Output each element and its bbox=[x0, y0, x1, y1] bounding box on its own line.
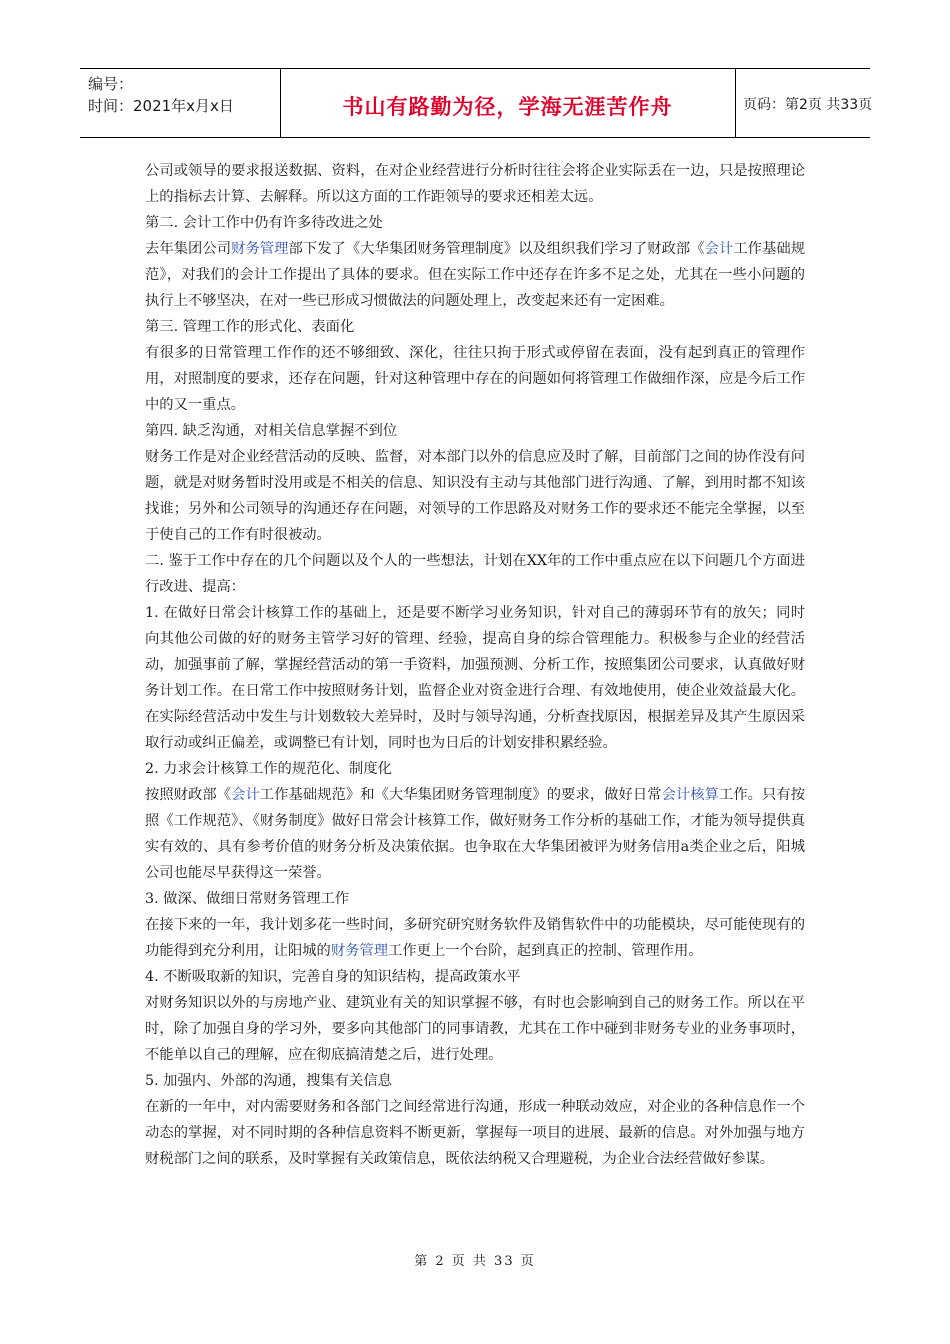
body-paragraph bbox=[145, 236, 805, 314]
header-page-cell bbox=[735, 69, 873, 137]
body-paragraph bbox=[145, 912, 805, 964]
inline-link[interactable]: 财务管理 bbox=[330, 943, 389, 959]
section-heading: 第二. 会计工作中仍有许多待改进之处 bbox=[145, 215, 383, 231]
header-motto: 书山有路勤为径，学海无涯苦作舟 bbox=[342, 95, 673, 119]
body-paragraph: 财务工作是对企业经营活动的反映、监督，对本部门以外的信息应及时了解，目前部门之间的协作没有问题，就是对财务暂时没用或是不相关的信息、知识没有主动与其他部门进行沟通、了解，到用时都不知该找谁；另外和公司领导的沟通还存在问题，对领导的工作思路及对财务工作的要求还不能完全掌握，以至于使自己的工作有时很被动。 bbox=[145, 449, 805, 543]
body-paragraph bbox=[145, 782, 805, 886]
inline-link[interactable]: 会计核算 bbox=[661, 787, 719, 803]
body-paragraph: 1. 在做好日常会计核算工作的基础上，还是要不断学习业务知识，针对自己的薄弱环节有的放矢；同时向其他公司做的好的财务主管学习好的管理、经验，提高自身的综合管理能力。积极参与企业的经营活动，加强事前了解，掌握经营活动的第一手资料，加强预测、分析工作，按照集团公司要求，认真做好财务计划工作。在日常工作中按照财务计划，监督企业对资金进行合理、有效地使用，使企业效益最大化。在实际经营活动中发生与计划数较大差异时，及时与领导沟通，分析查找原因，根据差异及其产生原因采取行动或纠正偏差，或调整已有计划，同时也为日后的计划安排积累经验。 bbox=[145, 605, 805, 751]
paragraph-text: 工作更上一个台阶，起到真正的控制、管理作用。 bbox=[388, 943, 703, 959]
section-heading: 5. 加强内、外部的沟通，搜集有关信息 bbox=[145, 1073, 392, 1089]
inline-link[interactable]: 财务管理 bbox=[231, 241, 289, 257]
page-header bbox=[80, 68, 873, 138]
section-heading: 4. 不断吸取新的知识，完善自身的知识结构，提高政策水平 bbox=[145, 969, 521, 985]
section-heading: 2. 力求会计核算工作的规范化、制度化 bbox=[145, 761, 392, 777]
body-paragraph: 在新的一年中，对内需要财务和各部门之间经常进行沟通，形成一种联动效应，对企业的各种信息作一个动态的掌握，对不同时期的各种信息资料不断更新，掌握每一项目的进展、最新的信息。对外加强与地方财税部门之间的联系，及时掌握有关政策信息，既依法纳税又合理避税，为企业合法经营做好参谋。 bbox=[145, 1099, 805, 1167]
body-paragraph: 对财务知识以外的与房地产业、建筑业有关的知识掌握不够，有时也会影响到自己的财务工作。所以在平时，除了加强自身的学习外，要多向其他部门的同事请教，尤其在工作中碰到非财务专业的业务事项时，不能单以自己的理解，应在彻底搞清楚之后，进行处理。 bbox=[145, 995, 805, 1063]
document-body bbox=[145, 158, 805, 1172]
inline-link[interactable]: 会计 bbox=[231, 787, 260, 803]
header-motto-cell bbox=[280, 69, 736, 137]
paragraph-text: 部下发了《大华集团财务管理制度》以及组织我们学习了财政部《 bbox=[288, 241, 705, 257]
paragraph-text: 按照财政部《 bbox=[145, 787, 232, 803]
section-heading: 第三. 管理工作的形式化、表面化 bbox=[145, 319, 355, 335]
document-number-label: 编号： bbox=[88, 75, 134, 93]
page-footer: 第 2 页 共 33 页 bbox=[414, 1254, 536, 1269]
paragraph-text: 工作基础规范》，对我们的会计工作提出了具体的要求。但在实际工作中还存在许多不足之处，尤其在一些小问题的执行上不够坚决，在对一些已形成习惯做法的问题处理上，改变起来还有一定困难。 bbox=[145, 241, 806, 309]
header-meta bbox=[80, 69, 281, 137]
paragraph-text: 去年集团公司 bbox=[145, 241, 232, 257]
body-paragraph: 公司或领导的要求报送数据、资料，在对企业经营进行分析时往往会将企业实际丢在一边，只是按照理论上的指标去计算、去解释。所以这方面的工作距领导的要求还相差太远。 bbox=[145, 163, 805, 205]
body-paragraph: 二. 鉴于工作中存在的几个问题以及个人的一些想法，计划在XX年的工作中重点应在以下问题几个方面进行改进、提高： bbox=[145, 553, 805, 595]
section-heading: 3. 做深、做细日常财务管理工作 bbox=[145, 891, 350, 907]
body-paragraph: 有很多的日常管理工作作的还不够细致、深化，往往只拘于形式或停留在表面，没有起到真正的管理作用，对照制度的要求，还存在问题，针对这种管理中存在的问题如何将管理工作做细作深，应是今后工作中的又一重点。 bbox=[145, 345, 805, 413]
paragraph-text: 工作基础规范》和《大华集团财务管理制度》的要求，做好日常 bbox=[259, 787, 662, 803]
document-date: 时间：2021年x月x日 bbox=[88, 97, 234, 115]
paragraph-text: 工作。只有按照《工作规范》、《财务制度》做好日常会计核算工作，做好财务工作分析的基础工作，才能为领导提供真实有效的、具有参考价值的财务分析及决策依据。也争取在大华集团被评为财务信用a类企业之后，阳城公司也能尽早获得这一荣誉。 bbox=[145, 787, 806, 881]
inline-link[interactable]: 会计 bbox=[704, 241, 734, 257]
paragraph-text: 在接下来的一年，我计划多花一些时间，多研究研究财务软件及销售软件中的功能模块，尽可能使现有的功能得到充分利用，让阳城的 bbox=[145, 917, 805, 959]
section-heading: 第四. 缺乏沟通，对相关信息掌握不到位 bbox=[145, 423, 398, 439]
header-page-info: 页码：第2页 共33页 bbox=[743, 97, 873, 113]
